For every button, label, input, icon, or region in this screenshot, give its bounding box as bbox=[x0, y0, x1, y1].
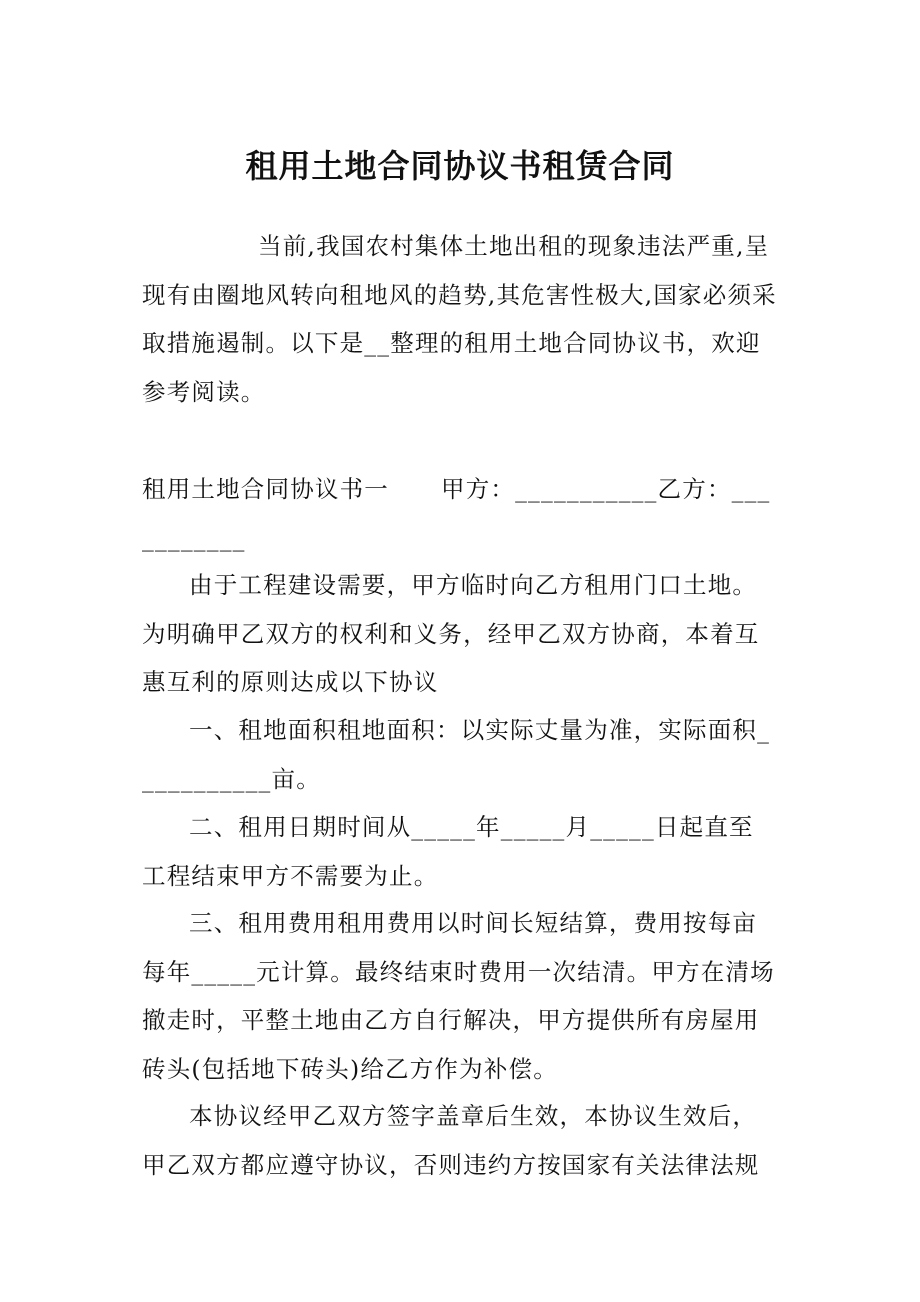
clause-area: 一、租地面积租地面积：以实际丈量为准，实际面积___________亩。 bbox=[142, 716, 771, 793]
purpose-paragraph: 由于工程建设需要，甲方临时向乙方租用门口土地。为明确甲乙双方的权利和义务，经甲乙双方协商，本着互惠互利的原则达成以下协议 bbox=[142, 571, 760, 696]
clause-fee: 三、租用费用租用费用以时间长短结算，费用按每亩每年_____元计算。最终结束时费用一次结清。甲方在清场撤走时，平整土地由乙方自行解决，甲方提供所有房屋用砖头(包括地下砖头)给乙方作为补偿。 bbox=[142, 909, 775, 1083]
section-heading: 租用土地合同协议书一 bbox=[142, 475, 389, 503]
clause-term: 二、租用日期时间从_____年_____月_____日起直至工程结束甲方不需要为止。 bbox=[142, 813, 754, 890]
intro-paragraph: 当前,我国农村集体土地出租的现象违法严重,呈现有由圈地风转向租地风的趋势,其危害性极大,国家必须采取措施遏制。以下是__整理的租用土地合同协议书，欢迎参考阅读。 bbox=[142, 232, 777, 406]
document-title: 租用土地合同协议书租赁合同 bbox=[245, 147, 675, 185]
agreement-heading-line bbox=[142, 465, 782, 562]
party-fields: 甲方：___________乙方：___________ bbox=[142, 475, 771, 552]
closing-paragraph: 本协议经甲乙双方签字盖章后生效，本协议生效后，甲乙双方都应遵守协议，否则违约方按国家有关法律法规 bbox=[142, 1102, 760, 1179]
